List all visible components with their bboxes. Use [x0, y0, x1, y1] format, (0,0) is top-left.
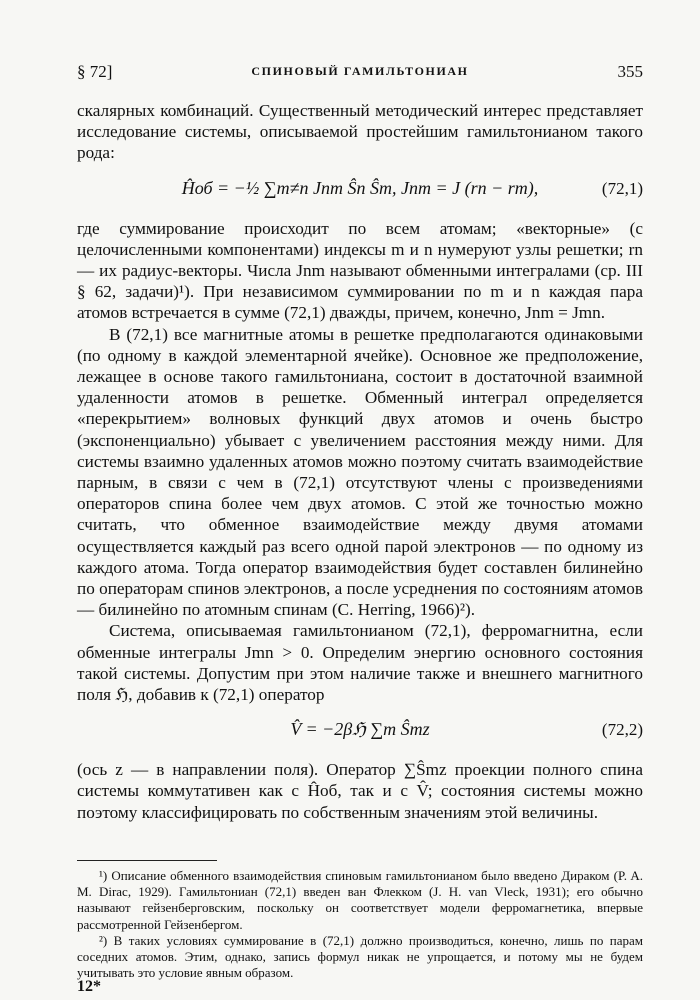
paragraph-3: В (72,1) все магнитные атомы в решетке предполагаются одинаковыми (по одному в каждой элементарной ячейке). Основное же предположение, лежащее в основе такого гамильтониана, состоит в достаточной взаимной удаленности атомов в решетке. Обменный интеграл определяется «перекрытием» волновых функций двух атомов и очень быстро (экспоненциально) убывает с увеличением расстояния между ними. Для системы взаимно удаленных атомов можно поэтому считать взаимодействие парным, в связи с чем в (72,1) отсутствуют члены с произведениями операторов спина более чем двух атомов. С этой же точностью можно считать, что обменное взаимодействие между двумя атомами осуществляется каждый раз всего одной парой электронов — по одному из каждого атома. Тогда оператор взаимодействия будет составлен билинейно по операторам спинов электронов, а после усреднения по состояниям атомов — билинейно по атомным спинам (C. Herring, 1966)²). [77, 324, 643, 620]
equation-formula: Ĥоб = −½ ∑m≠n Jnm Ŝn Ŝm, Jnm = J (rn − rm), [181, 177, 539, 198]
paragraph-4: Система, описываемая гамильтонианом (72,1), ферромагнитна, если обменные интегралы Jmn > 0. Определим энергию основного состояния такой системы. Допустим при этом наличие также и внешнего магнитного поля ℌ, добавив к (72,1) оператор [77, 621, 643, 705]
equation-number: (72,2) [601, 720, 643, 740]
running-header [77, 62, 643, 86]
equation-formula: V̂ = −2βℌ ∑m Ŝmz [290, 719, 430, 740]
footnote-1: ¹) Описание обменного взаимодействия спиновым гамильтонианом было введено Дираком (P. A. M. Dirac, 1929). Гамильтониан (72,1) введен ван Флекком (J. H. van Vleck, 1931); его обычно называют гейзенберговским, поскольку он соответствует модели ферромагнетика, впервые рассмотренной Гейзенбергом. [77, 868, 643, 932]
paragraph-1: скалярных комбинаций. Существенный методический интерес представляет исследование системы, описываемой простейшим гамильтонианом такого рода: [77, 101, 643, 163]
paragraph-5: (ось z — в направлении поля). Оператор ∑Ŝmz проекции полного спина системы коммутативен как с Ĥоб, так и с V̂; состояния системы можно поэтому классифицировать по собственным значениям этой величины. [77, 760, 643, 822]
footnotes [77, 868, 643, 981]
equation-72-1 [77, 170, 643, 210]
running-title: СПИНОВЫЙ ГАМИЛЬТОНИАН [251, 64, 469, 78]
footnote-2: ²) В таких условиях суммирование в (72,1) должно производиться, конечно, лишь по парам соседних атомов. Этим, однако, запись формул никак не упрощается, и потому мы не будем учитывать это условие явным образом. [77, 932, 643, 981]
equation-number: (72,1) [601, 178, 643, 198]
equation-72-2 [77, 711, 643, 751]
section-ref: § 72] [77, 62, 113, 81]
signature-mark: 12* [77, 978, 101, 995]
footnote-divider [77, 860, 217, 861]
page-number: 355 [617, 62, 643, 81]
paragraph-2: где суммирование происходит по всем атомам; «векторные» (с целочисленными компонентами) индексы m и n нумеруют узлы решетки; rn — их радиус-векторы. Числа Jnm называют обменными интегралами (ср. III § 62, задачи)¹). При независимом суммировании по m и n каждая пара атомов встречается в сумме (72,1) дважды, причем, конечно, Jnm = Jmn. [77, 218, 643, 323]
main-text [77, 100, 643, 823]
